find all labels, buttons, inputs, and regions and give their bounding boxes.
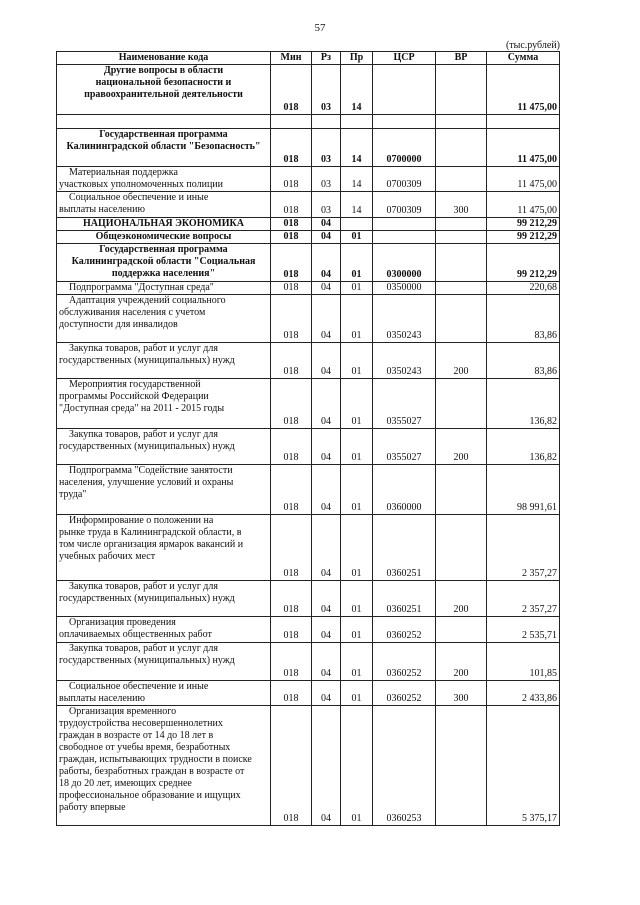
table-row [57,706,560,826]
table-row [57,167,560,192]
row-name-text: Закупка товаров, работ и услуг для государственных (муниципальных) нужд [59,643,235,666]
row-name [57,429,271,465]
row-name [57,617,271,643]
row-min: 018 [271,167,312,192]
row-name [57,379,271,429]
row-csr: 0350243 [373,295,436,343]
row-sum: 11 475,00 [487,192,560,218]
row-name [57,343,271,379]
row-min: 018 [271,218,312,231]
row-rz: 04 [312,617,341,643]
row-pr: 01 [341,429,373,465]
table-row [57,617,560,643]
unit-label: (тыс.рублей) [505,40,560,51]
row-pr: 01 [341,244,373,282]
row-csr [373,231,436,244]
row-vr [436,706,487,826]
page-number: 57 [314,22,326,34]
row-csr: 0360251 [373,581,436,617]
row-rz: 04 [312,465,341,515]
row-sum: 98 991,61 [487,465,560,515]
header-rz: Рз [312,52,341,65]
row-pr: 01 [341,343,373,379]
row-name [57,465,271,515]
row-name-text: Другие вопросы в области национальной безопасности и правоохранительной деятельности [84,65,243,100]
row-name-text: Государственная программа Калининградской области "Безопасность" [66,129,261,152]
table-row [57,231,560,244]
row-csr: 0360252 [373,643,436,681]
row-min: 018 [271,231,312,244]
row-sum: 2 433,86 [487,681,560,706]
row-name [57,218,271,231]
row-csr: 0360253 [373,706,436,826]
row-name-text: Мероприятия государственной программы Российской Федерации "Доступная среда" на 2011 - 2015 годы [59,379,225,414]
row-vr [436,282,487,295]
row-pr: 01 [341,581,373,617]
row-name [57,167,271,192]
row-sum: 11 475,00 [487,167,560,192]
row-sum: 2 357,27 [487,581,560,617]
row-csr: 0355027 [373,379,436,429]
row-pr: 14 [341,129,373,167]
row-sum: 2 357,27 [487,515,560,581]
row-csr [373,218,436,231]
row-name [57,244,271,282]
row-min: 018 [271,465,312,515]
row-sum: 99 212,29 [487,218,560,231]
row-min: 018 [271,706,312,826]
row-rz: 03 [312,65,341,115]
table-row [57,465,560,515]
row-pr: 01 [341,706,373,826]
row-rz: 04 [312,218,341,231]
row-name-text: Материальная поддержка участковых уполномоченных полиции [59,167,224,190]
spacer-cell [271,115,312,129]
row-min: 018 [271,581,312,617]
row-pr: 01 [341,379,373,429]
row-pr [341,218,373,231]
row-sum: 99 212,29 [487,231,560,244]
row-csr: 0360000 [373,465,436,515]
row-sum: 11 475,00 [487,129,560,167]
spacer-cell [312,115,341,129]
row-sum: 136,82 [487,379,560,429]
row-vr [436,515,487,581]
row-vr: 200 [436,581,487,617]
row-name-text: Подпрограмма "Доступная среда" [69,282,214,293]
header-sum: Сумма [487,52,560,65]
table-row [57,295,560,343]
table-row [57,515,560,581]
row-csr: 0360252 [373,617,436,643]
row-csr: 0700000 [373,129,436,167]
header-csr: ЦСР [373,52,436,65]
table-body [57,65,560,826]
row-name [57,231,271,244]
row-sum: 5 375,17 [487,706,560,826]
row-name-text: Адаптация учреждений социального обслуживания населения с учетом доступности для инвалидов [59,295,226,330]
row-vr: 300 [436,681,487,706]
table-row [57,65,560,115]
header-pr: Пр [341,52,373,65]
table-row [57,681,560,706]
table-row [57,244,560,282]
row-vr [436,244,487,282]
row-name-text: Социальное обеспечение и иные выплаты населению [59,192,209,215]
spacer-cell [487,115,560,129]
row-sum: 220,68 [487,282,560,295]
row-csr [373,65,436,115]
row-name-text: Закупка товаров, работ и услуг для государственных (муниципальных) нужд [59,429,235,452]
row-name-text: Закупка товаров, работ и услуг для государственных (муниципальных) нужд [59,581,235,604]
spacer-cell [57,115,271,129]
row-csr: 0350000 [373,282,436,295]
row-name-text: Организация временного трудоустройства несовершеннолетних граждан в возрасте от 14 до 18 лет в свободное от учебы время, безработных граждан, испытывающих трудности в поиске работы, безработных граждан в возрасте от 18 до 20 лет, имеющих среднее профессиональное образование и ищущих работу впервые [59,706,252,813]
header-vr: ВР [436,52,487,65]
row-name-text: Социальное обеспечение и иные выплаты населению [59,681,209,704]
budget-table [56,51,560,826]
row-pr: 01 [341,295,373,343]
row-min: 018 [271,617,312,643]
row-vr [436,167,487,192]
row-pr: 01 [341,681,373,706]
row-rz: 04 [312,231,341,244]
row-sum: 136,82 [487,429,560,465]
row-sum: 2 535,71 [487,617,560,643]
row-pr: 01 [341,643,373,681]
spacer-cell [373,115,436,129]
row-min: 018 [271,643,312,681]
row-sum: 101,85 [487,643,560,681]
row-vr [436,465,487,515]
row-vr [436,379,487,429]
row-min: 018 [271,379,312,429]
row-vr [436,129,487,167]
row-name-text: Информирование о положении на рынке труда в Калининградской области, в том числе организация ярмарок вакансий и учебных рабочих мест [59,515,244,562]
row-rz: 04 [312,429,341,465]
table-row [57,643,560,681]
row-rz: 04 [312,295,341,343]
row-pr: 01 [341,231,373,244]
table-row [57,192,560,218]
row-pr: 01 [341,617,373,643]
row-rz: 04 [312,581,341,617]
row-rz: 04 [312,244,341,282]
row-pr: 14 [341,65,373,115]
row-pr: 14 [341,167,373,192]
row-csr: 0700309 [373,192,436,218]
table-row [57,129,560,167]
row-vr [436,218,487,231]
row-sum: 83,86 [487,295,560,343]
spacer-cell [341,115,373,129]
row-rz: 04 [312,515,341,581]
row-rz: 03 [312,167,341,192]
row-vr: 300 [436,192,487,218]
row-min: 018 [271,129,312,167]
row-pr: 01 [341,515,373,581]
table-row [57,343,560,379]
row-rz: 04 [312,343,341,379]
row-name [57,65,271,115]
row-name [57,282,271,295]
row-name [57,192,271,218]
table-header-row [57,52,560,65]
spacer-row [57,115,560,129]
row-pr: 01 [341,465,373,515]
row-rz: 04 [312,643,341,681]
row-name [57,515,271,581]
row-min: 018 [271,681,312,706]
row-min: 018 [271,282,312,295]
row-name-text: Подпрограмма "Содействие занятости населения, улучшение условий и охраны труда" [59,465,234,500]
table-row [57,218,560,231]
row-name [57,706,271,826]
row-rz: 04 [312,706,341,826]
row-csr: 0300000 [373,244,436,282]
table-row [57,379,560,429]
table-row [57,581,560,617]
spacer-cell [436,115,487,129]
row-name-text: Общеэкономические вопросы [95,231,232,242]
row-vr: 200 [436,643,487,681]
row-vr [436,617,487,643]
row-csr: 0350243 [373,343,436,379]
header-min: Мин [271,52,312,65]
row-vr: 200 [436,429,487,465]
row-csr: 0355027 [373,429,436,465]
row-csr: 0360252 [373,681,436,706]
row-min: 018 [271,192,312,218]
row-min: 018 [271,429,312,465]
row-csr: 0700309 [373,167,436,192]
row-sum: 11 475,00 [487,65,560,115]
row-vr [436,295,487,343]
row-min: 018 [271,515,312,581]
row-vr [436,231,487,244]
row-vr: 200 [436,343,487,379]
row-rz: 04 [312,681,341,706]
row-name [57,295,271,343]
row-sum: 99 212,29 [487,244,560,282]
table-row [57,429,560,465]
row-rz: 04 [312,282,341,295]
row-name [57,681,271,706]
row-rz: 04 [312,379,341,429]
row-min: 018 [271,295,312,343]
row-pr: 01 [341,282,373,295]
row-pr: 14 [341,192,373,218]
row-sum: 83,86 [487,343,560,379]
row-min: 018 [271,343,312,379]
row-min: 018 [271,65,312,115]
table-row [57,282,560,295]
row-rz: 03 [312,192,341,218]
row-name-text: Закупка товаров, работ и услуг для государственных (муниципальных) нужд [59,343,235,366]
row-name [57,581,271,617]
row-name-text: НАЦИОНАЛЬНАЯ ЭКОНОМИКА [83,218,244,229]
row-name-text: Организация проведения оплачиваемых общественных работ [59,617,212,640]
row-csr: 0360251 [373,515,436,581]
row-name-text: Государственная программа Калининградской области "Социальная поддержка населения" [71,244,256,279]
row-rz: 03 [312,129,341,167]
row-name [57,643,271,681]
row-vr [436,65,487,115]
row-name [57,129,271,167]
header-name: Наименование кода [57,52,271,65]
row-min: 018 [271,244,312,282]
